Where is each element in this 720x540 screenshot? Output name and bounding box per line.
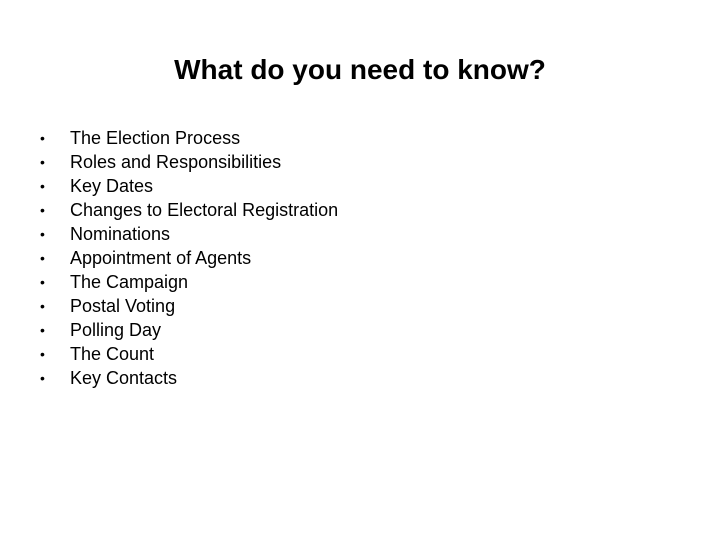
- bullet-icon: •: [40, 250, 45, 266]
- list-item-label: Polling Day: [70, 320, 162, 340]
- list-item-label: Nominations: [70, 224, 171, 244]
- list-item: [40, 366, 338, 390]
- list-item: [40, 294, 338, 318]
- list-item: [40, 174, 338, 198]
- bullet-icon: •: [40, 370, 45, 386]
- slide-title: What do you need to know?: [174, 54, 546, 85]
- list-item: [40, 222, 338, 246]
- list-item-label: Roles and Responsibilities: [70, 152, 282, 172]
- list-item-label: Appointment of Agents: [70, 248, 252, 268]
- bullet-icon: •: [40, 346, 45, 362]
- topic-list: [40, 126, 338, 390]
- list-item: [40, 270, 338, 294]
- list-item: [40, 126, 338, 150]
- list-item-label: The Election Process: [70, 128, 241, 148]
- list-item-label: Key Contacts: [70, 368, 178, 388]
- bullet-icon: •: [40, 226, 45, 242]
- list-item-label: Key Dates: [70, 176, 154, 196]
- bullet-icon: •: [40, 154, 45, 170]
- list-item-label: The Campaign: [70, 272, 189, 292]
- list-item: [40, 150, 338, 174]
- bullet-icon: •: [40, 178, 45, 194]
- list-item: [40, 246, 338, 270]
- list-item-label: The Count: [70, 344, 155, 364]
- bullet-icon: •: [40, 298, 45, 314]
- list-item: [40, 342, 338, 366]
- list-item: [40, 318, 338, 342]
- bullet-icon: •: [40, 274, 45, 290]
- list-item: [40, 198, 338, 222]
- bullet-icon: •: [40, 322, 45, 338]
- list-item-label: Changes to Electoral Registration: [70, 200, 339, 220]
- list-item-label: Postal Voting: [70, 296, 176, 316]
- bullet-icon: •: [40, 202, 45, 218]
- bullet-icon: •: [40, 130, 45, 146]
